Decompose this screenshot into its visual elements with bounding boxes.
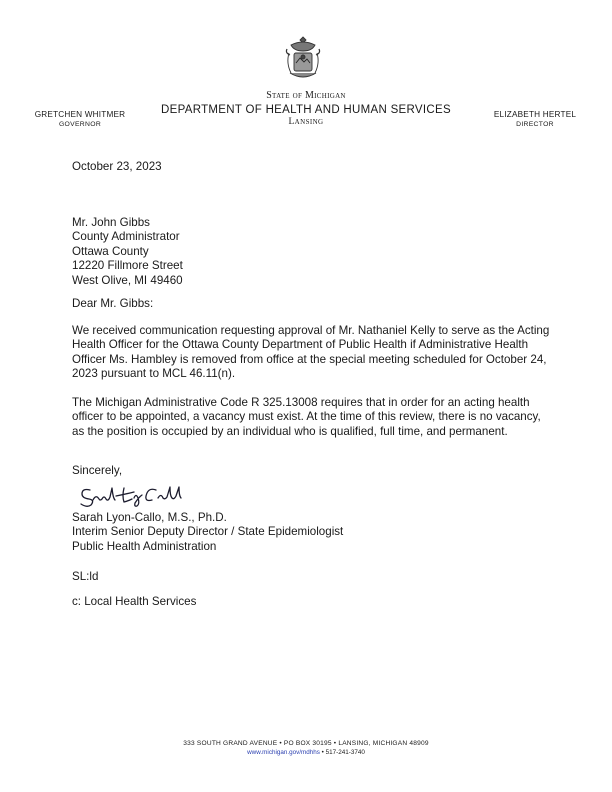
letter-date: October 23, 2023 (72, 160, 162, 173)
city-heading: Lansing (288, 117, 324, 127)
department-heading: DEPARTMENT OF HEALTH AND HUMAN SERVICES (161, 104, 451, 116)
signer-name: Sarah Lyon-Callo, M.S., Ph.D. (72, 511, 227, 524)
michigan-seal-icon (283, 35, 323, 83)
typist-initials: SL:ld (72, 570, 99, 583)
governor-title: GOVERNOR (58, 121, 102, 128)
footer-phone: 517-241-3740 (325, 749, 365, 756)
body-paragraph: The Michigan Administrative Code R 325.13008 requires that in order for an acting health officer to be appointed, a vacancy must exist. At the time of this review, there is no vacancy, as the position is occupied by an individual who is qualified, full time, and permanent. (72, 396, 541, 438)
director-name: ELIZABETH HERTEL (493, 110, 577, 119)
director-title: DIRECTOR (516, 121, 554, 128)
signature-block (72, 511, 552, 554)
body-paragraph: We received communication requesting approval of Mr. Nathaniel Kelly to serve as the Acting Health Officer for the Ottawa County Department of Public Health if Administrative Health Officer Ms. Hambley is removed from office at the special meeting scheduled for October 24, 2023 pursuant to MCL 46.11(n). (72, 324, 550, 381)
closing: Sincerely, (72, 464, 123, 477)
handwritten-signature (76, 482, 206, 508)
recipient-organization: Ottawa County (72, 244, 149, 258)
footer-website-link[interactable]: www.michigan.gov/mdhhs (247, 749, 320, 756)
governor-block (20, 110, 140, 128)
footer-address: 333 SOUTH GRAND AVENUE • PO BOX 30195 • LANSING, MICHIGAN 48909 (183, 740, 429, 747)
recipient-name: Mr. John Gibbs (72, 216, 150, 229)
recipient-street: 12220 Fillmore Street (72, 259, 183, 273)
governor-name: GRETCHEN WHITMER (34, 110, 126, 119)
recipient-address (72, 216, 552, 288)
recipient-title: County Administrator (72, 230, 180, 244)
carbon-copy: c: Local Health Services (72, 595, 197, 608)
director-block (480, 110, 590, 128)
footer-separator: • (319, 749, 326, 756)
signer-office: Public Health Administration (72, 539, 217, 553)
signer-title: Interim Senior Deputy Director / State Epidemiologist (72, 525, 344, 539)
footer-contact (0, 749, 612, 756)
recipient-city: West Olive, MI 49460 (72, 273, 183, 287)
salutation: Dear Mr. Gibbs: (72, 297, 154, 310)
state-heading: State of Michigan (266, 90, 346, 101)
